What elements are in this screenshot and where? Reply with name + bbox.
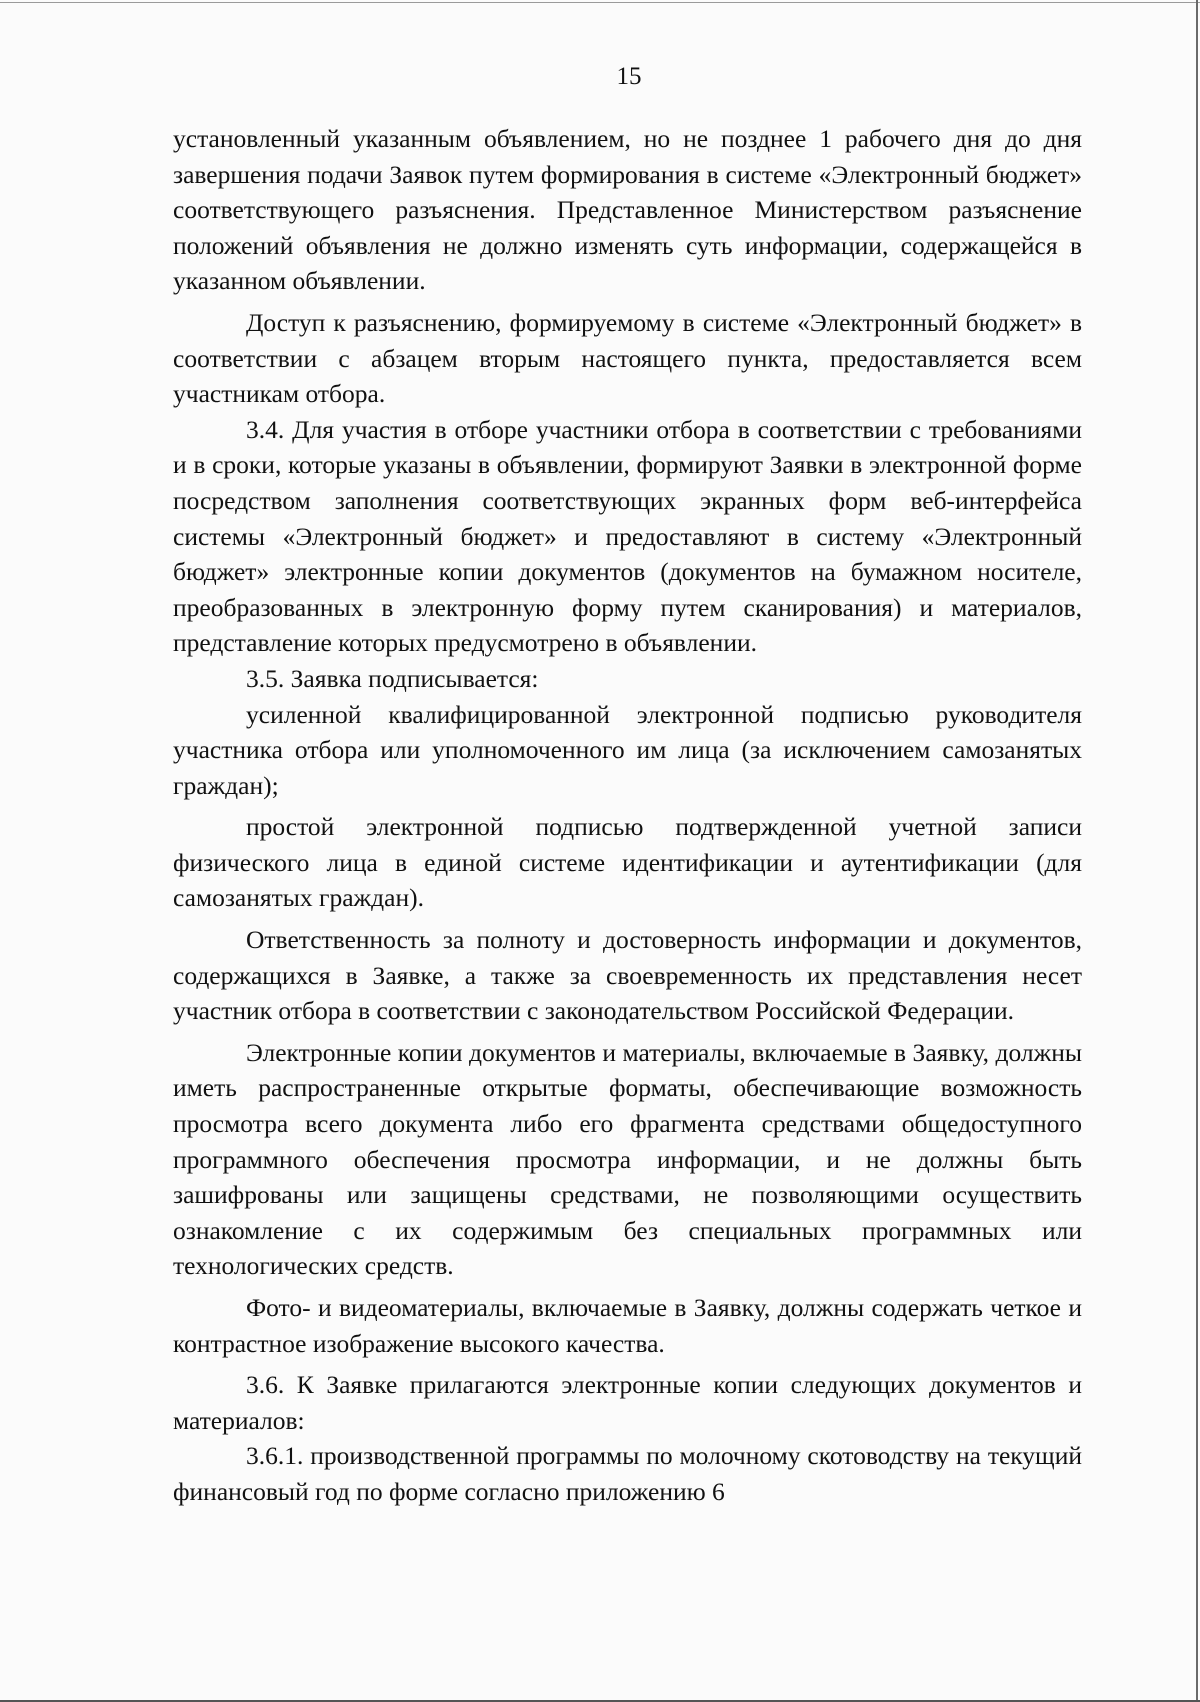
paragraph-responsibility: Ответственность за полноту и достоверность информации и документов, содержащихся в Заявке, а также за своевременность их представления несет участник отбора в соответствии с законодательством Российской Федерации. (173, 925, 1082, 1026)
paragraph-clarification-access: Доступ к разъяснению, формируемому в системе «Электронный бюджет» в соответствии с абзацем вторым настоящего пункта, предоставляется всем участникам отбора. (173, 307, 1082, 409)
paragraph-3-6: 3.6. К Заявке прилагаются электронные копии следующих документов и материалов: (173, 1370, 1082, 1435)
scan-edge-top (0, 2, 1200, 3)
paragraph-file-formats: Электронные копии документов и материалы, включаемые в Заявку, должны иметь распространенные открытые форматы, обеспечивающие возможность просмотра всего документа либо его фрагмента средствами общедоступного программного обеспечения просмотра информации, и не должны быть зашифрованы или защищены средствами, не позволяющими осуществить ознакомление с их содержимым без специальных программных или технологических средств. (173, 1037, 1082, 1281)
paragraph-3-4: 3.4. Для участия в отборе участники отбора в соответствии с требованиями и в сроки, которые указаны в объявлении, формируют Заявки в электронной форме посредством заполнения соответствующих экранных форм веб-интерфейса системы «Электронный бюджет» и предоставляют в систему «Электронный бюджет» электронные копии документов (документов на бумажном носителе, преобразованных в электронную форму путем сканирования) и материалов, представление которых предусмотрено в объявлении. (173, 414, 1082, 658)
paragraph-clarification: установленный указанным объявлением, но не позднее 1 рабочего дня до дня завершения подачи Заявок путем формирования в системе «Электронный бюджет» соответствующего разъяснения. Представленное Министерством разъяснение положений объявления не должно изменять суть информации, содержащейся в указанном объявлении. (173, 124, 1082, 296)
paragraph-3-5: 3.5. Заявка подписывается: (246, 663, 539, 693)
paragraph-simple-signature: простой электронной подписью подтвержденной учетной записи физического лица в единой системе идентификации и аутентификации (для самозанятых граждан). (173, 812, 1082, 913)
paragraph-photo-video: Фото- и видеоматериалы, включаемые в Заявку, должны содержать четкое и контрастное изображение высокого качества. (173, 1293, 1082, 1358)
scan-edge-right (1196, 0, 1198, 1702)
document-body (173, 121, 1082, 1510)
page-number: 15 (616, 63, 642, 90)
paragraph-3-6-1: 3.6.1. производственной программы по молочному скотоводству на текущий финансовый год по форме согласно приложению 6 (173, 1441, 1082, 1506)
paragraph-qualified-signature: усиленной квалифицированной электронной подписью руководителя участника отбора или уполномоченного им лица (за исключением самозанятых граждан); (173, 699, 1082, 800)
